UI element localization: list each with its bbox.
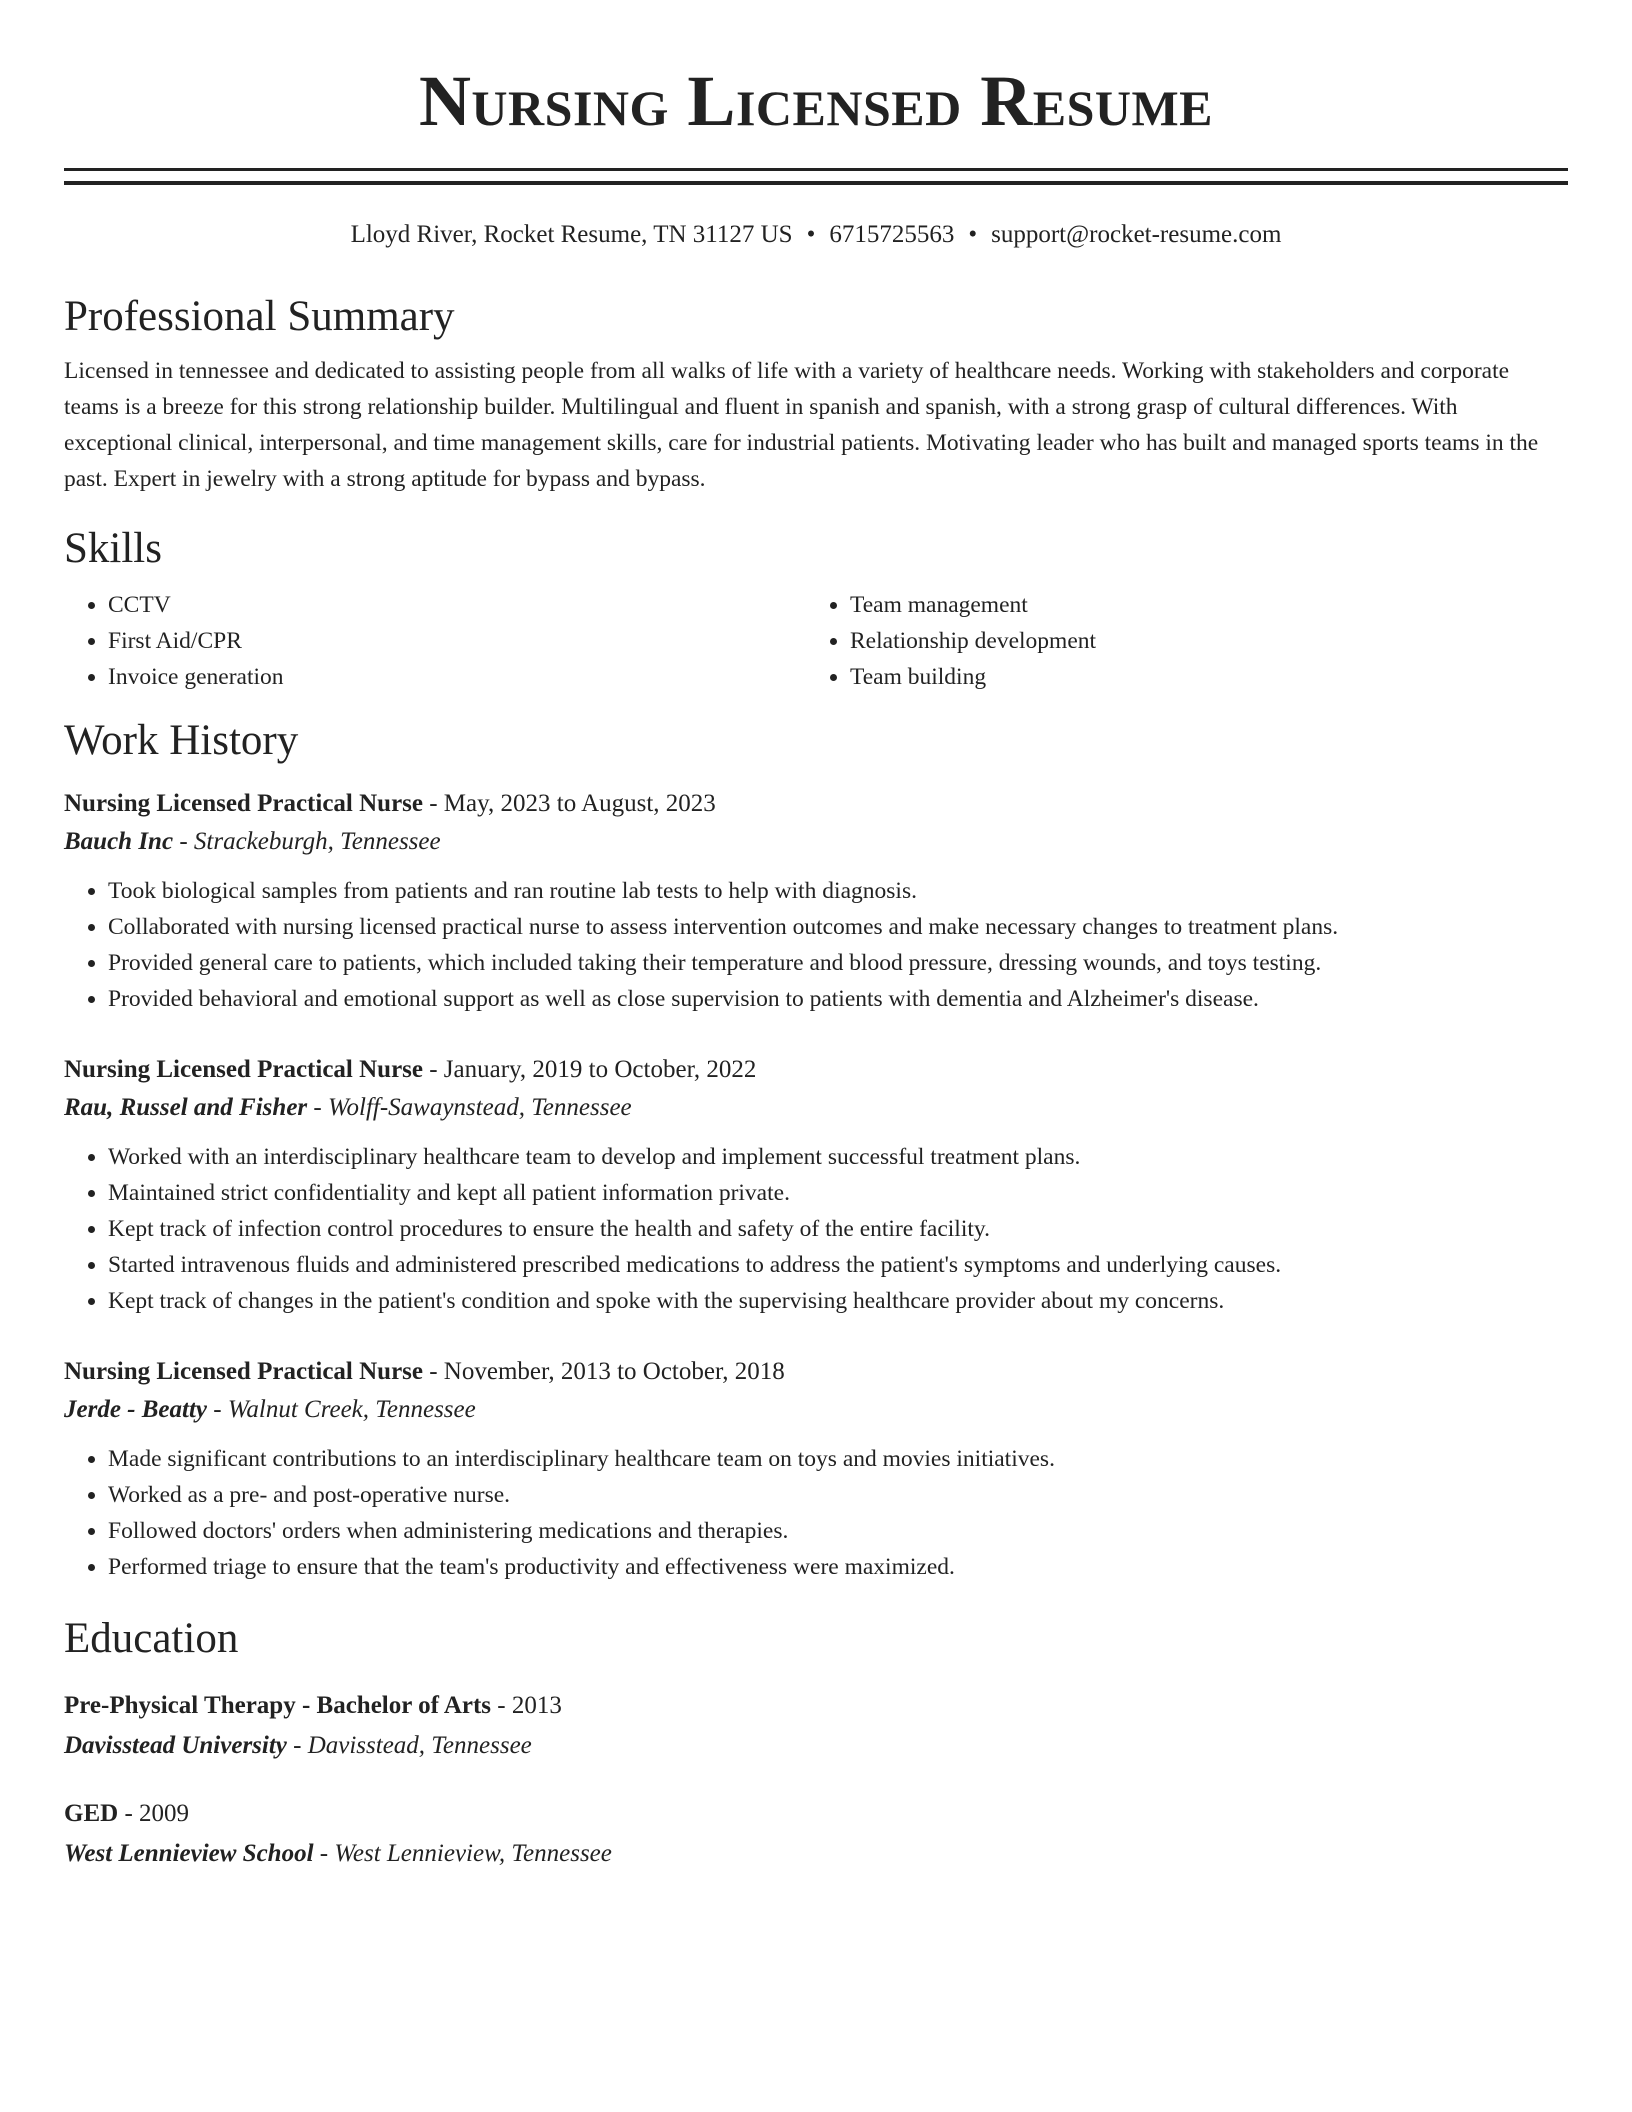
job-title-line: [64, 1051, 1568, 1089]
job-title-line: [64, 785, 1568, 823]
resume-title: Nursing Licensed Resume: [418, 61, 1214, 141]
education-location: - Davisstead, Tennessee: [286, 1732, 532, 1759]
contact-phone: 6715725563: [829, 221, 955, 248]
education-school-line: [64, 1835, 1568, 1873]
job-bullet: • Worked with an interdisciplinary healthcare team to develop and implement successful treatment plans.: [108, 1139, 1568, 1175]
job-bullet: • Provided behavioral and emotional support as well as close supervision to patients with dementia and Alzheimer's disease.: [108, 981, 1568, 1017]
skills-column-right: [806, 587, 1548, 695]
education-degree-line: [64, 1795, 1568, 1833]
contact-email: support@rocket-resume.com: [991, 221, 1282, 248]
job-bullet: • Worked as a pre- and post-operative nurse.: [108, 1477, 1568, 1513]
job-entry: [64, 785, 1568, 1017]
skill-item: • First Aid/CPR: [108, 623, 806, 659]
job-title: Nursing Licensed Practical Nurse: [64, 1358, 423, 1385]
job-employer-line: [64, 823, 1568, 861]
job-employer: Rau, Russel and Fisher: [64, 1094, 308, 1121]
job-dates: - November, 2013 to October, 2018: [422, 1358, 785, 1385]
education-heading: Education: [64, 1615, 239, 1662]
education-entry: [64, 1795, 1568, 1873]
work-history-heading: Work History: [64, 717, 299, 764]
job-entry: [64, 1051, 1568, 1319]
skills-list: [64, 587, 1568, 695]
contact-line: [64, 219, 1568, 251]
contact-address: Lloyd River, Rocket Resume, TN 31127 US: [350, 221, 793, 248]
education-degree: Pre-Physical Therapy - Bachelor of Arts: [64, 1692, 492, 1719]
job-bullet: • Kept track of changes in the patient's condition and spoke with the supervising healthcare provider about my concerns.: [108, 1283, 1568, 1319]
job-bullet: • Maintained strict confidentiality and kept all patient information private.: [108, 1175, 1568, 1211]
job-employer-line: [64, 1391, 1568, 1429]
job-location: - Wolff-Sawaynstead, Tennessee: [307, 1094, 632, 1121]
skill-item: • Team management: [850, 587, 1548, 623]
job-location: - Walnut Creek, Tennessee: [207, 1396, 476, 1423]
job-employer-line: [64, 1089, 1568, 1127]
job-entry: [64, 1353, 1568, 1585]
job-employer: Bauch Inc: [64, 828, 174, 855]
job-employer: Jerde - Beatty: [64, 1396, 208, 1423]
job-bullet: • Took biological samples from patients and ran routine lab tests to help with diagnosis.: [108, 873, 1568, 909]
education-entry: [64, 1687, 1568, 1765]
skill-item: • Team building: [850, 659, 1548, 695]
job-bullet: • Collaborated with nursing licensed practical nurse to assess intervention outcomes and make necessary changes to treatment plans.: [108, 909, 1568, 945]
summary-text: Licensed in tennessee and dedicated to assisting people from all walks of life with a variety of healthcare needs. Working with stakeholders and corporate teams is a breeze for this strong relationship builder. Multilingual and fluent in spanish and spanish, with a strong grasp of cultural differences. With exceptional clinical, interpersonal, and time management skills, care for industrial patients. Motivating leader who has built and managed sports teams in the past. Expert in jewelry with a strong aptitude for bypass and bypass.: [64, 358, 1539, 492]
job-location: - Strackeburgh, Tennessee: [173, 828, 441, 855]
education-school: Davisstead University: [64, 1732, 287, 1759]
skills-heading: Skills: [64, 525, 162, 572]
contact-separator: •: [806, 221, 816, 248]
education-location: - West Lennieview, Tennessee: [313, 1840, 612, 1867]
job-bullets: [64, 1441, 1568, 1585]
job-bullets: [64, 1139, 1568, 1319]
job-bullet: • Made significant contributions to an interdisciplinary healthcare team on toys and movies initiatives.: [108, 1441, 1568, 1477]
education-degree-line: [64, 1687, 1568, 1725]
education-year: - 2009: [118, 1800, 190, 1827]
title-double-rule: [64, 168, 1568, 185]
job-bullet: • Followed doctors' orders when administering medications and therapies.: [108, 1513, 1568, 1549]
skills-column-left: [64, 587, 806, 695]
job-title-line: [64, 1353, 1568, 1391]
contact-separator: •: [968, 221, 978, 248]
job-dates: - January, 2019 to October, 2022: [422, 1056, 757, 1083]
job-dates: - May, 2023 to August, 2023: [422, 790, 716, 817]
skill-item: • CCTV: [108, 587, 806, 623]
job-title: Nursing Licensed Practical Nurse: [64, 790, 423, 817]
job-title: Nursing Licensed Practical Nurse: [64, 1056, 423, 1083]
job-bullets: [64, 873, 1568, 1017]
skill-item: • Relationship development: [850, 623, 1548, 659]
education-year: - 2013: [491, 1692, 562, 1719]
education-degree: GED: [64, 1800, 119, 1827]
skill-item: • Invoice generation: [108, 659, 806, 695]
education-school: West Lennieview School: [64, 1840, 314, 1867]
education-school-line: [64, 1727, 1568, 1765]
job-bullet: • Provided general care to patients, which included taking their temperature and blood pressure, dressing wounds, and toys testing.: [108, 945, 1568, 981]
job-bullet: • Kept track of infection control procedures to ensure the health and safety of the entire facility.: [108, 1211, 1568, 1247]
job-bullet: • Performed triage to ensure that the team's productivity and effectiveness were maximized.: [108, 1549, 1568, 1585]
job-bullet: • Started intravenous fluids and administered prescribed medications to address the patient's symptoms and underlying causes.: [108, 1247, 1568, 1283]
summary-heading: Professional Summary: [64, 293, 455, 340]
